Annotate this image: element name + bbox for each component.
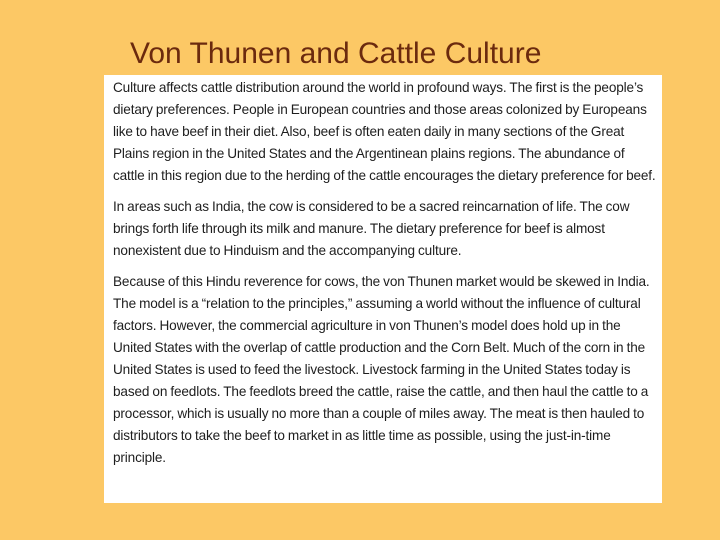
slide-title: Von Thunen and Cattle Culture <box>130 37 542 70</box>
paragraph-von-thunen-model: Because of this Hindu reverence for cows, the von Thunen market would be skewed in India. The model is a “relation to the principles,” assuming a world without the influence of cultural factors. However, the commercial agriculture in von Thunen’s model does hold up in the United States with the overlap of cattle production and the Corn Belt. Much of the corn in the United States is used to feed the livestock. Livestock farming in the United States today is based on feedlots. The feedlots breed the cattle, raise the cattle, and then haul the cattle to a processor, which is usually no more than a couple of miles away. The meat is then hauled to distributors to take the beef to market in as little time as possible, using the just-in-time principle. <box>113 274 650 465</box>
text-panel <box>104 75 662 503</box>
paragraph-cattle-culture: Culture affects cattle distribution around the world in profound ways. The first is the people’s dietary preferences. People in European countries and those areas colonized by Europeans like to have beef in their diet. Also, beef is often eaten daily in many sections of the Great Plains region in the United States and the Argentinean plains regions. The abundance of cattle in this region due to the herding of the cattle encourages the dietary preference for beef. <box>113 80 656 183</box>
paragraph-india-sacred-cow: In areas such as India, the cow is considered to be a sacred reincarnation of life. The cow brings forth life through its milk and manure. The dietary preference for beef is almost nonexistent due to Hinduism and the accompanying culture. <box>113 199 630 258</box>
